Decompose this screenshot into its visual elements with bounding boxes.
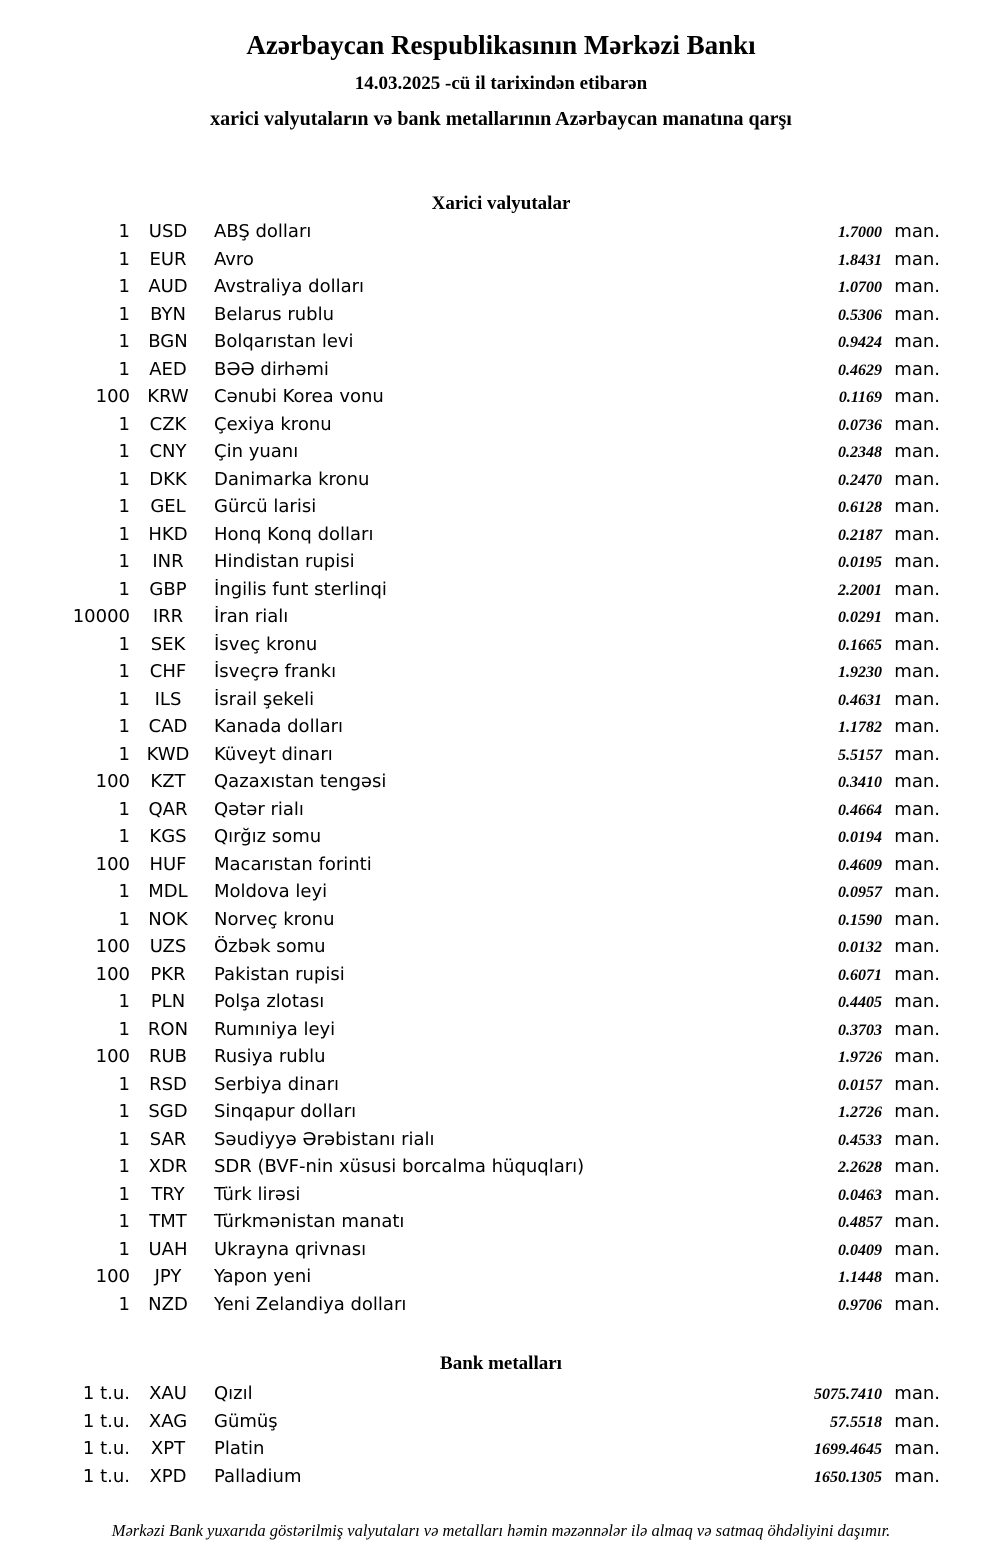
rate-value: 0.2470 xyxy=(838,471,882,489)
quantity: 1 t.u. xyxy=(82,1410,130,1432)
unit-label: man. xyxy=(894,633,940,655)
currency-rate-row xyxy=(0,689,940,717)
unit-label: man. xyxy=(894,771,940,792)
rate-value: 0.4405 xyxy=(838,994,882,1011)
unit-label: man. xyxy=(894,963,940,985)
quantity: 100 xyxy=(95,853,130,875)
quantity: 1 xyxy=(118,303,130,325)
rate-value: 0.2187 xyxy=(838,526,882,544)
currency-name: ABŞ dolları xyxy=(214,221,312,242)
currency-code: XDR xyxy=(148,1156,188,1177)
quantity: 100 xyxy=(95,963,130,985)
currency-code: DKK xyxy=(149,468,187,490)
unit-label: man. xyxy=(894,1293,940,1315)
currency-name: İsveçrə frankı xyxy=(214,661,337,682)
currency-name: Bolqarıstan levi xyxy=(214,331,354,352)
quantity: 1 xyxy=(118,716,130,737)
rate-value: 0.5306 xyxy=(838,306,882,324)
rate-value: 0.4631 xyxy=(838,691,882,709)
quantity: 10000 xyxy=(72,606,130,627)
currency-rate-row xyxy=(0,1046,940,1074)
rate-value: 1.9726 xyxy=(838,1049,882,1066)
currency-rate-row xyxy=(0,909,940,937)
unit-label: man. xyxy=(894,221,940,242)
unit-label: man. xyxy=(894,853,940,875)
currency-name: Çexiya kronu xyxy=(214,413,332,435)
quantity: 100 xyxy=(95,936,130,957)
unit-label: man. xyxy=(894,688,940,710)
unit-label: man. xyxy=(894,991,940,1012)
currency-code: UAH xyxy=(148,1238,188,1260)
unit-label: man. xyxy=(894,1018,940,1040)
currency-rate-row xyxy=(0,304,940,332)
quantity: 1 xyxy=(118,441,130,462)
metal-rate-row xyxy=(0,1411,940,1439)
currency-code: XPD xyxy=(149,1465,187,1487)
currency-rate-row xyxy=(0,331,940,359)
currency-rate-row xyxy=(0,1266,940,1294)
currency-code: NOK xyxy=(148,908,188,930)
unit-label: man. xyxy=(894,303,940,325)
currency-name: Ukrayna qrivnası xyxy=(214,1238,367,1260)
currency-code: KRW xyxy=(147,386,189,407)
currency-rate-row xyxy=(0,606,940,634)
currencies-section-heading: Xarici valyutalar xyxy=(431,193,571,214)
unit-label: man. xyxy=(894,908,940,930)
rate-value: 1.0700 xyxy=(838,279,882,296)
currency-name: Moldova leyi xyxy=(214,881,328,902)
unit-label: man. xyxy=(894,358,940,380)
currency-name: Palladium xyxy=(214,1465,302,1487)
currency-code: CHF xyxy=(149,661,187,682)
rate-value: 0.4857 xyxy=(838,1214,882,1231)
currency-name: Avro xyxy=(214,248,254,270)
currency-rate-row xyxy=(0,1074,940,1102)
currency-rates-table xyxy=(0,221,1002,1321)
currency-rate-row xyxy=(0,716,940,744)
quantity: 1 xyxy=(118,1156,130,1177)
currency-rate-row xyxy=(0,881,940,909)
rate-value: 0.0157 xyxy=(838,1076,882,1094)
quantity: 1 xyxy=(118,798,130,820)
rate-value: 1650.1305 xyxy=(814,1468,882,1486)
unit-label: man. xyxy=(894,1465,940,1487)
rate-value: 1.2726 xyxy=(838,1104,882,1121)
rate-value: 0.0194 xyxy=(838,829,882,846)
currency-code: TMT xyxy=(149,1211,187,1232)
currency-code: XPT xyxy=(150,1438,186,1459)
rate-value: 0.0463 xyxy=(838,1186,882,1204)
rate-value: 0.1590 xyxy=(838,911,882,929)
quantity: 1 xyxy=(118,743,130,765)
currency-name: Hindistan rupisi xyxy=(214,551,355,572)
currency-rate-row xyxy=(0,441,940,469)
rate-value: 0.4533 xyxy=(838,1131,882,1149)
rate-value: 2.2001 xyxy=(838,581,882,599)
metals-section-heading: Bank metalları xyxy=(440,1353,562,1374)
disclaimer: Mərkəzi Bank yuxarıda göstərilmiş valyutaları və metalları həmin məzənnələr ilə almaq və satmaq öhdəliyini daşımır. xyxy=(111,1521,891,1540)
currency-code: USD xyxy=(148,221,188,242)
unit-label: man. xyxy=(894,496,940,517)
currency-code: PLN xyxy=(150,991,186,1012)
currency-code: JPY xyxy=(154,1266,182,1287)
currency-name: Sinqapur dolları xyxy=(214,1101,357,1122)
unit-label: man. xyxy=(894,1156,940,1177)
currency-name: Avstraliya dolları xyxy=(214,276,365,297)
quantity: 1 xyxy=(118,578,130,600)
rate-value: 0.4664 xyxy=(838,801,882,819)
currency-name: Səudiyyə Ərəbistanı rialı xyxy=(214,1128,435,1150)
quantity: 1 t.u. xyxy=(82,1465,130,1487)
rate-value: 1.8431 xyxy=(838,251,882,269)
quantity: 1 xyxy=(118,496,130,517)
quantity: 100 xyxy=(95,771,130,792)
currency-name: Yapon yeni xyxy=(214,1266,312,1287)
currency-name: İsveç kronu xyxy=(214,633,318,655)
unit-label: man. xyxy=(894,1266,940,1287)
quantity: 1 xyxy=(118,523,130,545)
quantity: 1 xyxy=(118,1211,130,1232)
currency-name: Rumıniya leyi xyxy=(214,1018,336,1040)
currency-code: AUD xyxy=(148,276,188,297)
currency-code: GBP xyxy=(149,578,187,600)
unit-label: man. xyxy=(894,1383,940,1404)
currency-rate-row xyxy=(0,964,940,992)
currency-name: Cənubi Korea vonu xyxy=(214,386,384,407)
rate-value: 1699.4645 xyxy=(814,1441,882,1458)
quantity: 1 xyxy=(118,1073,130,1095)
quantity: 1 xyxy=(118,991,130,1012)
quantity: 1 xyxy=(118,633,130,655)
currency-name: Özbək somu xyxy=(214,936,326,957)
subtitle: xarici valyutaların və bank metallarının Azərbaycan manatına qarşı xyxy=(210,108,792,130)
currency-code: TRY xyxy=(151,1183,185,1205)
effective-date: 14.03.2025 -cü il tarixindən etibarən xyxy=(354,73,648,94)
currency-code: HKD xyxy=(148,523,188,545)
currency-rate-row xyxy=(0,496,940,524)
currency-rate-row xyxy=(0,386,940,414)
rate-value: 57.5518 xyxy=(830,1413,882,1431)
quantity: 1 t.u. xyxy=(82,1438,130,1459)
currency-name: Macarıstan forinti xyxy=(214,853,372,875)
rate-value: 1.1782 xyxy=(838,719,882,736)
currency-code: BGN xyxy=(148,331,188,352)
currency-code: CZK xyxy=(149,413,187,435)
rate-value: 0.0957 xyxy=(838,884,882,901)
quantity: 1 xyxy=(118,413,130,435)
currency-rate-row xyxy=(0,359,940,387)
rate-value: 0.1169 xyxy=(838,389,882,406)
currency-name: Pakistan rupisi xyxy=(214,963,345,985)
quantity: 1 xyxy=(118,331,130,352)
currency-rate-row xyxy=(0,1019,940,1047)
currency-name: Türk lirəsi xyxy=(214,1183,301,1205)
currency-rate-row xyxy=(0,1156,940,1184)
rate-value: 0.0195 xyxy=(838,554,882,571)
currency-code: XAU xyxy=(149,1383,187,1404)
quantity: 1 xyxy=(118,688,130,710)
currency-code: SAR xyxy=(149,1128,187,1150)
currency-code: HUF xyxy=(149,853,187,875)
rate-value: 2.2628 xyxy=(838,1159,882,1176)
currency-rate-row xyxy=(0,1239,940,1267)
currency-rate-row xyxy=(0,936,940,964)
currency-rate-row xyxy=(0,579,940,607)
currency-name: Küveyt dinarı xyxy=(214,743,333,765)
rate-value: 5.5157 xyxy=(838,746,882,764)
quantity: 1 xyxy=(118,1183,130,1205)
quantity: 1 xyxy=(118,1101,130,1122)
currency-name: Qazaxıstan tengəsi xyxy=(214,771,387,792)
currency-code: RON xyxy=(147,1018,189,1040)
rate-value: 0.9424 xyxy=(838,334,882,351)
currency-rate-row xyxy=(0,991,940,1019)
rate-value: 0.0409 xyxy=(838,1241,882,1259)
quantity: 1 xyxy=(118,276,130,297)
rate-value: 0.0291 xyxy=(838,609,882,626)
rate-value: 0.3410 xyxy=(838,774,882,791)
currency-rate-row xyxy=(0,1184,940,1212)
currency-rate-row xyxy=(0,744,940,772)
currency-name: Qətər rialı xyxy=(214,798,304,820)
unit-label: man. xyxy=(894,716,940,737)
currency-code: CAD xyxy=(148,716,188,737)
rate-value: 0.0736 xyxy=(838,416,882,434)
currency-rate-row xyxy=(0,854,940,882)
currency-rate-row xyxy=(0,1211,940,1239)
currency-name: Qırğız somu xyxy=(214,826,322,847)
currency-code: KWD xyxy=(146,743,190,765)
unit-label: man. xyxy=(894,523,940,545)
unit-label: man. xyxy=(894,936,940,957)
currency-name: Çin yuanı xyxy=(214,441,299,462)
currency-name: İran rialı xyxy=(214,606,289,627)
metal-rates-table xyxy=(0,1383,1002,1493)
currency-rate-row xyxy=(0,414,940,442)
metal-rate-row xyxy=(0,1438,940,1466)
rate-value: 1.7000 xyxy=(838,224,882,241)
currency-code: SEK xyxy=(150,633,186,655)
currency-rate-row xyxy=(0,221,940,249)
currency-rate-row xyxy=(0,1129,940,1157)
quantity: 1 xyxy=(118,908,130,930)
currency-name: Rusiya rublu xyxy=(214,1046,326,1067)
unit-label: man. xyxy=(894,661,940,682)
rate-value: 0.6128 xyxy=(838,499,882,516)
currency-code: CNY xyxy=(149,441,187,462)
currency-code: NZD xyxy=(148,1293,188,1315)
rate-value: 0.1665 xyxy=(838,636,882,654)
unit-label: man. xyxy=(894,1438,940,1459)
currency-code: BYN xyxy=(150,303,186,325)
currency-name: Honq Konq dolları xyxy=(214,523,374,545)
currency-name: Kanada dolları xyxy=(214,716,344,737)
currency-name: Qızıl xyxy=(214,1383,253,1404)
quantity: 100 xyxy=(95,1266,130,1287)
currency-rate-row xyxy=(0,634,940,662)
rate-value: 1.9230 xyxy=(838,664,882,681)
currency-rate-row xyxy=(0,826,940,854)
currency-name: Belarus rublu xyxy=(214,303,335,325)
unit-label: man. xyxy=(894,1211,940,1232)
currency-code: INR xyxy=(152,551,184,572)
currency-code: KGS xyxy=(149,826,187,847)
currency-code: XAG xyxy=(148,1410,188,1432)
rate-value: 0.9706 xyxy=(838,1296,882,1314)
currency-name: İngilis funt sterlinqi xyxy=(214,578,387,600)
currency-rate-row xyxy=(0,276,940,304)
rate-value: 0.6071 xyxy=(838,966,882,984)
unit-label: man. xyxy=(894,826,940,847)
rate-value: 0.4629 xyxy=(838,361,882,379)
quantity: 1 t.u. xyxy=(82,1383,130,1404)
rate-value: 1.1448 xyxy=(838,1269,882,1286)
currency-name: Türkmənistan manatı xyxy=(214,1211,405,1232)
currency-rate-row xyxy=(0,1101,940,1129)
currency-name: Yeni Zelandiya dolları xyxy=(214,1293,407,1315)
currency-name: SDR (BVF-nin xüsusi borcalma hüquqları) xyxy=(214,1156,585,1177)
currency-code: RUB xyxy=(148,1046,188,1067)
unit-label: man. xyxy=(894,578,940,600)
currency-rate-row xyxy=(0,551,940,579)
rate-value: 5075.7410 xyxy=(814,1386,882,1403)
unit-label: man. xyxy=(894,331,940,352)
currency-code: EUR xyxy=(149,248,187,270)
quantity: 1 xyxy=(118,1018,130,1040)
unit-label: man. xyxy=(894,468,940,490)
unit-label: man. xyxy=(894,386,940,407)
currency-rate-row xyxy=(0,1294,940,1322)
currency-rate-row xyxy=(0,661,940,689)
currency-name: Gürcü larisi xyxy=(214,496,317,517)
metal-rate-row xyxy=(0,1383,940,1411)
currency-code: IRR xyxy=(152,606,184,627)
quantity: 1 xyxy=(118,1238,130,1260)
quantity: 1 xyxy=(118,248,130,270)
unit-label: man. xyxy=(894,1238,940,1260)
metal-rate-row xyxy=(0,1466,940,1494)
rate-value: 0.0132 xyxy=(838,939,882,956)
currency-name: Norveç kronu xyxy=(214,908,335,930)
unit-label: man. xyxy=(894,1101,940,1122)
currency-name: Gümüş xyxy=(214,1410,278,1432)
unit-label: man. xyxy=(894,413,940,435)
currency-name: Serbiya dinarı xyxy=(214,1073,339,1095)
currency-code: SGD xyxy=(148,1101,188,1122)
quantity: 1 xyxy=(118,221,130,242)
currency-code: RSD xyxy=(149,1073,187,1095)
unit-label: man. xyxy=(894,248,940,270)
currency-rate-row xyxy=(0,771,940,799)
rate-value: 0.4609 xyxy=(838,856,882,874)
rate-value: 0.3703 xyxy=(838,1021,882,1039)
unit-label: man. xyxy=(894,606,940,627)
currency-rate-row xyxy=(0,524,940,552)
unit-label: man. xyxy=(894,441,940,462)
currency-code: GEL xyxy=(150,496,186,517)
quantity: 1 xyxy=(118,551,130,572)
quantity: 100 xyxy=(95,1046,130,1067)
unit-label: man. xyxy=(894,1073,940,1095)
quantity: 1 xyxy=(118,1293,130,1315)
rate-value: 0.2348 xyxy=(838,444,882,461)
quantity: 1 xyxy=(118,468,130,490)
unit-label: man. xyxy=(894,551,940,572)
currency-code: MDL xyxy=(148,881,188,902)
currency-code: ILS xyxy=(154,688,182,710)
unit-label: man. xyxy=(894,276,940,297)
quantity: 1 xyxy=(118,826,130,847)
page-title: Azərbaycan Respublikasının Mərkəzi Bankı xyxy=(246,30,756,60)
quantity: 1 xyxy=(118,661,130,682)
currency-rate-row xyxy=(0,799,940,827)
quantity: 1 xyxy=(118,881,130,902)
currency-name: Polşa zlotası xyxy=(214,991,325,1012)
currency-name: Danimarka kronu xyxy=(214,468,370,490)
currency-name: BƏƏ dirhəmi xyxy=(214,358,329,380)
currency-code: AED xyxy=(149,358,187,380)
unit-label: man. xyxy=(894,1183,940,1205)
unit-label: man. xyxy=(894,881,940,902)
quantity: 1 xyxy=(118,1128,130,1150)
quantity: 100 xyxy=(95,386,130,407)
currency-code: PKR xyxy=(150,963,186,985)
quantity: 1 xyxy=(118,358,130,380)
unit-label: man. xyxy=(894,1410,940,1432)
currency-code: UZS xyxy=(149,936,187,957)
currency-code: QAR xyxy=(148,798,188,820)
unit-label: man. xyxy=(894,1046,940,1067)
currency-rate-row xyxy=(0,469,940,497)
currency-name: Platin xyxy=(214,1438,265,1459)
unit-label: man. xyxy=(894,798,940,820)
currency-code: KZT xyxy=(150,771,186,792)
unit-label: man. xyxy=(894,743,940,765)
currency-rate-row xyxy=(0,249,940,277)
currency-name: İsrail şekeli xyxy=(214,688,315,710)
unit-label: man. xyxy=(894,1128,940,1150)
